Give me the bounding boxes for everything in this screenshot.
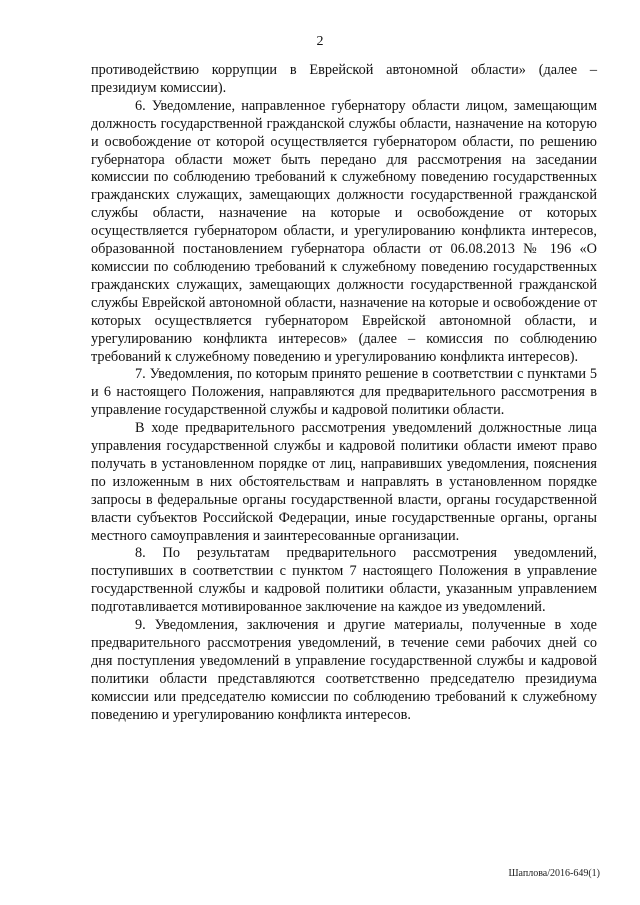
paragraph-continuation: противодействию коррупции в Еврейской автономной области» (далее – президиум комиссии). xyxy=(91,62,597,96)
paragraph-item-9: 9. Уведомления, заключения и другие материалы, полученные в ходе предварительного рассмотрения уведомлений, в течение семи рабочих дней со дня поступления уведомлений в управление государственной службы и кадровой политики области представляются соответственно председателю президиума комиссии или председателю комиссии по соблюдению требований к служебному поведению и урегулированию конфликта интересов. xyxy=(91,617,597,723)
document-body xyxy=(91,62,597,725)
paragraph-item-8: 8. По результатам предварительного рассмотрения уведомлений, поступивших в соответствии с пунктом 7 настоящего Положения в управление государственной службы и кадровой политики области, указанным управлением подготавливается мотивированное заключение на каждое из уведомлений. xyxy=(91,545,597,616)
paragraph-item-6: 6. Уведомление, направленное губернатору области лицом, замещающим должность государственной гражданской службы области, назначение на которую и освобождение от которой осуществляется губернатором области, по решению губернатора области может быть передано для рассмотрения на заседании комиссии по соблюдению требований к служебному поведению государственных гражданских служащих, замещающих должности государственной гражданской службы области, назначение на которые и освобождение от которых осуществляется губернатором области, и урегулированию конфликта интересов, образованной постановлением губернатора области от 06.08.2013 № 196 «О комиссии по соблюдению требований к служебному поведению государственных гражданских служащих, замещающих должности государственной гражданской службы Еврейской автономной области, назначение на которые и освобождение от которых осуществляется губернатором Еврейской автономной области, и урегулированию конфликта интересов» (далее – комиссия по соблюдению требований к служебному поведению и урегулированию конфликта интересов). xyxy=(91,97,597,365)
page-number: 2 xyxy=(316,34,324,49)
paragraph-preliminary-review: В ходе предварительного рассмотрения уведомлений должностные лица управления государственной службы и кадровой политики области имеют право получать в установленном порядке от лиц, направивших уведомления, пояснения по изложенным в них обстоятельствам и направлять в установленном порядке запросы в федеральные органы государственной власти, органы государственной власти субъектов Российской Федерации, иные государственные органы, органы местного самоуправления и заинтересованные организации. xyxy=(91,420,597,544)
document-code: Шаплова/2016-649(1) xyxy=(508,868,600,879)
paragraph-item-7: 7. Уведомления, по которым принято решение в соответствии с пунктами 5 и 6 настоящего Положения, направляются для предварительного рассмотрения в управление государственной службы и кадровой политики области. xyxy=(91,366,597,419)
